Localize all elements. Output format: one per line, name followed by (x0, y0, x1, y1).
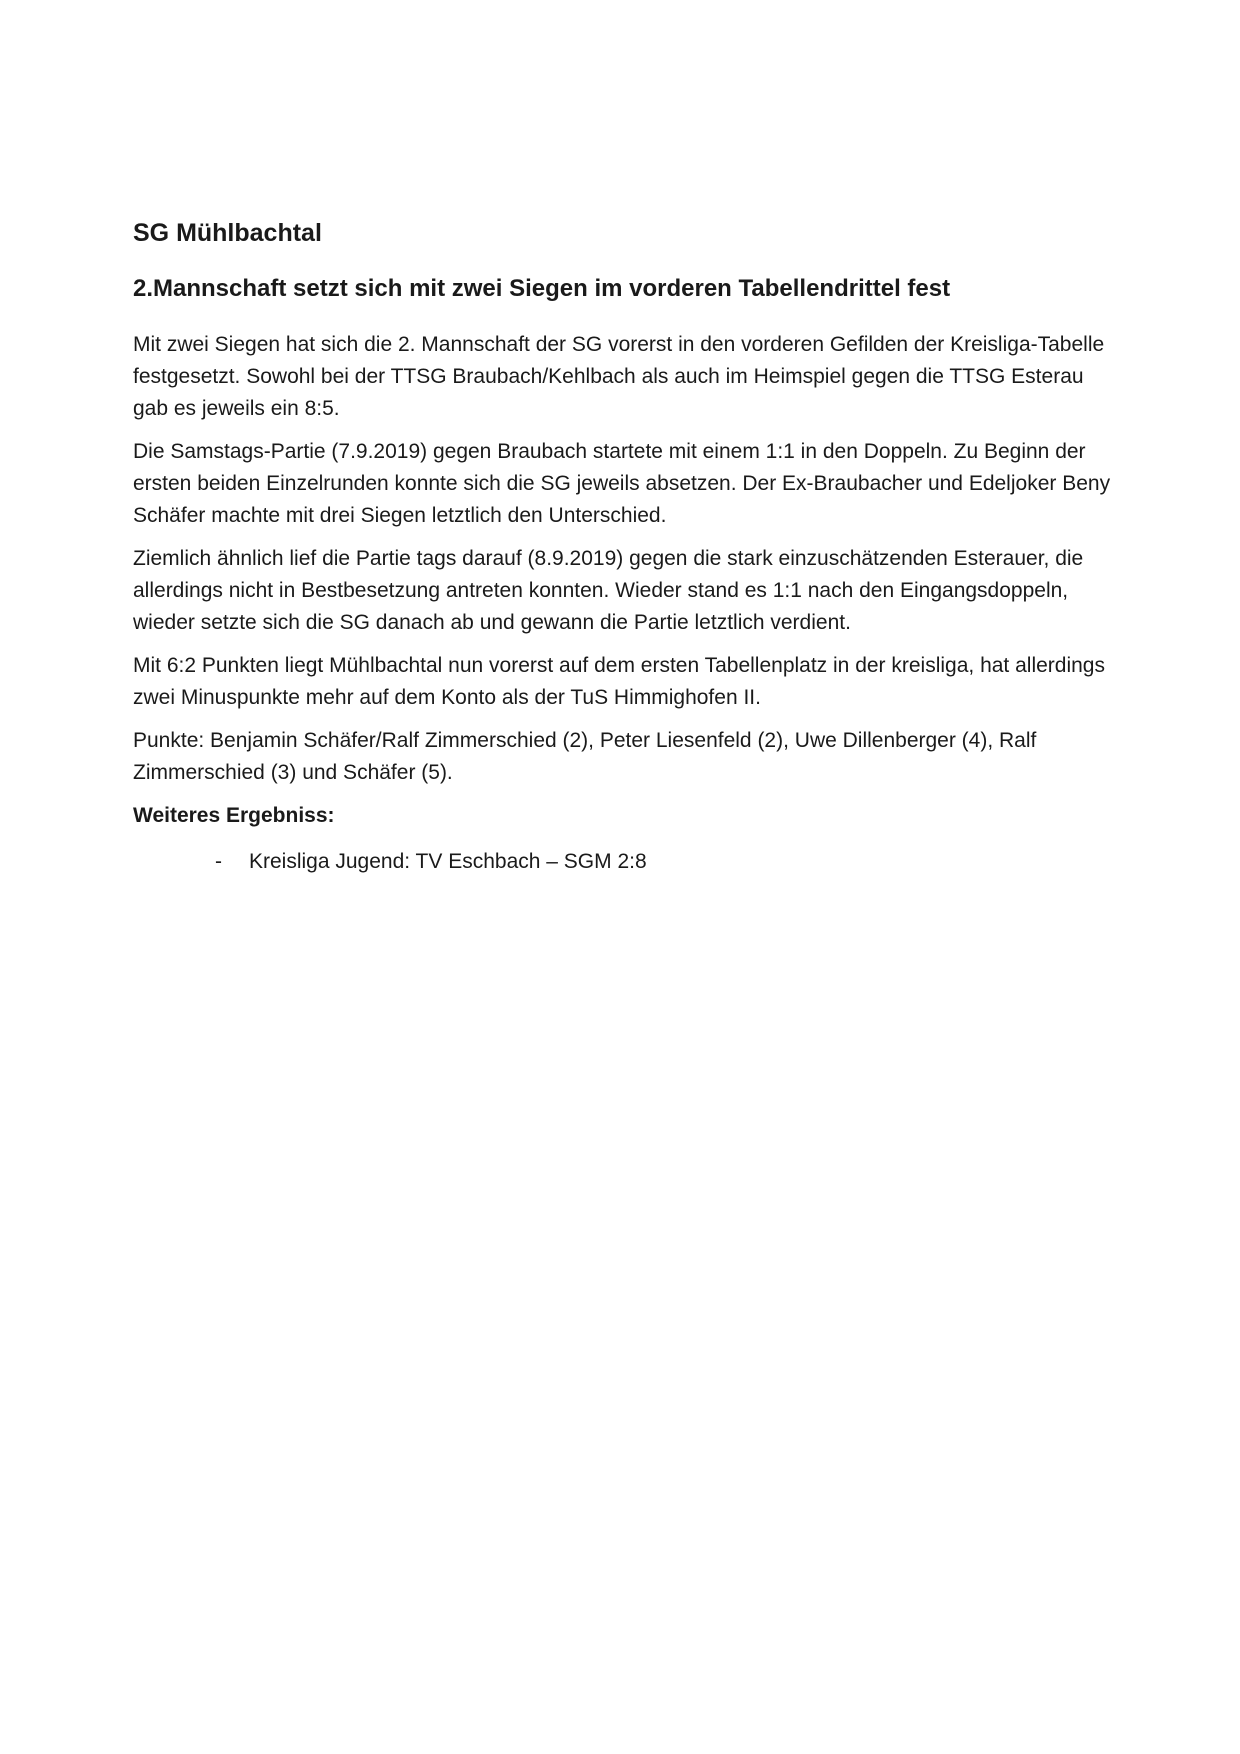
paragraph-intro: Mit zwei Siegen hat sich die 2. Mannschaft der SG vorerst in den vorderen Gefilden der Kreisliga-Tabelle festgesetzt. Sowohl bei der TTSG Braubach/Kehlbach als auch im Heimspiel gegen die TTSG Esterau gab es jeweils ein 8:5. (133, 333, 1105, 420)
results-heading: Weiteres Ergebniss: (133, 804, 335, 827)
dash-bullet: - (215, 850, 222, 873)
paragraph-standings: Mit 6:2 Punkten liegt Mühlbachtal nun vorerst auf dem ersten Tabellenplatz in der kreisliga, hat allerdings zwei Minuspunkte mehr auf dem Konto als der TuS Himmighofen II. (133, 654, 1105, 709)
paragraph-saturday-match: Die Samstags-Partie (7.9.2019) gegen Braubach startete mit einem 1:1 in den Doppeln. Zu Beginn der ersten beiden Einzelrunden konnte sich die SG jeweils absetzen. Der Ex-Braubacher und Edeljoker Beny Schäfer machte mit drei Siegen letztlich den Unterschied. (133, 440, 1111, 527)
article-headline: 2.Mannschaft setzt sich mit zwei Siegen im vorderen Tabellendrittel fest (133, 275, 951, 302)
document-title: SG Mühlbachtal (133, 219, 322, 247)
paragraph-points: Punkte: Benjamin Schäfer/Ralf Zimmerschied (2), Peter Liesenfeld (2), Uwe Dillenberger (4), Ralf Zimmerschied (3) und Schäfer (5). (133, 729, 1037, 784)
document-content (133, 216, 1115, 878)
list-item-text: Kreisliga Jugend: TV Eschbach – SGM 2:8 (249, 850, 647, 873)
list-item (133, 846, 1115, 878)
paragraph-sunday-match: Ziemlich ähnlich lief die Partie tags darauf (8.9.2019) gegen die stark einzuschätzenden Esterauer, die allerdings nicht in Bestbesetzung antreten konnten. Wieder stand es 1:1 nach den Eingangsdoppeln, wieder setzte sich die SG danach ab und gewann die Partie letztlich verdient. (133, 547, 1084, 634)
